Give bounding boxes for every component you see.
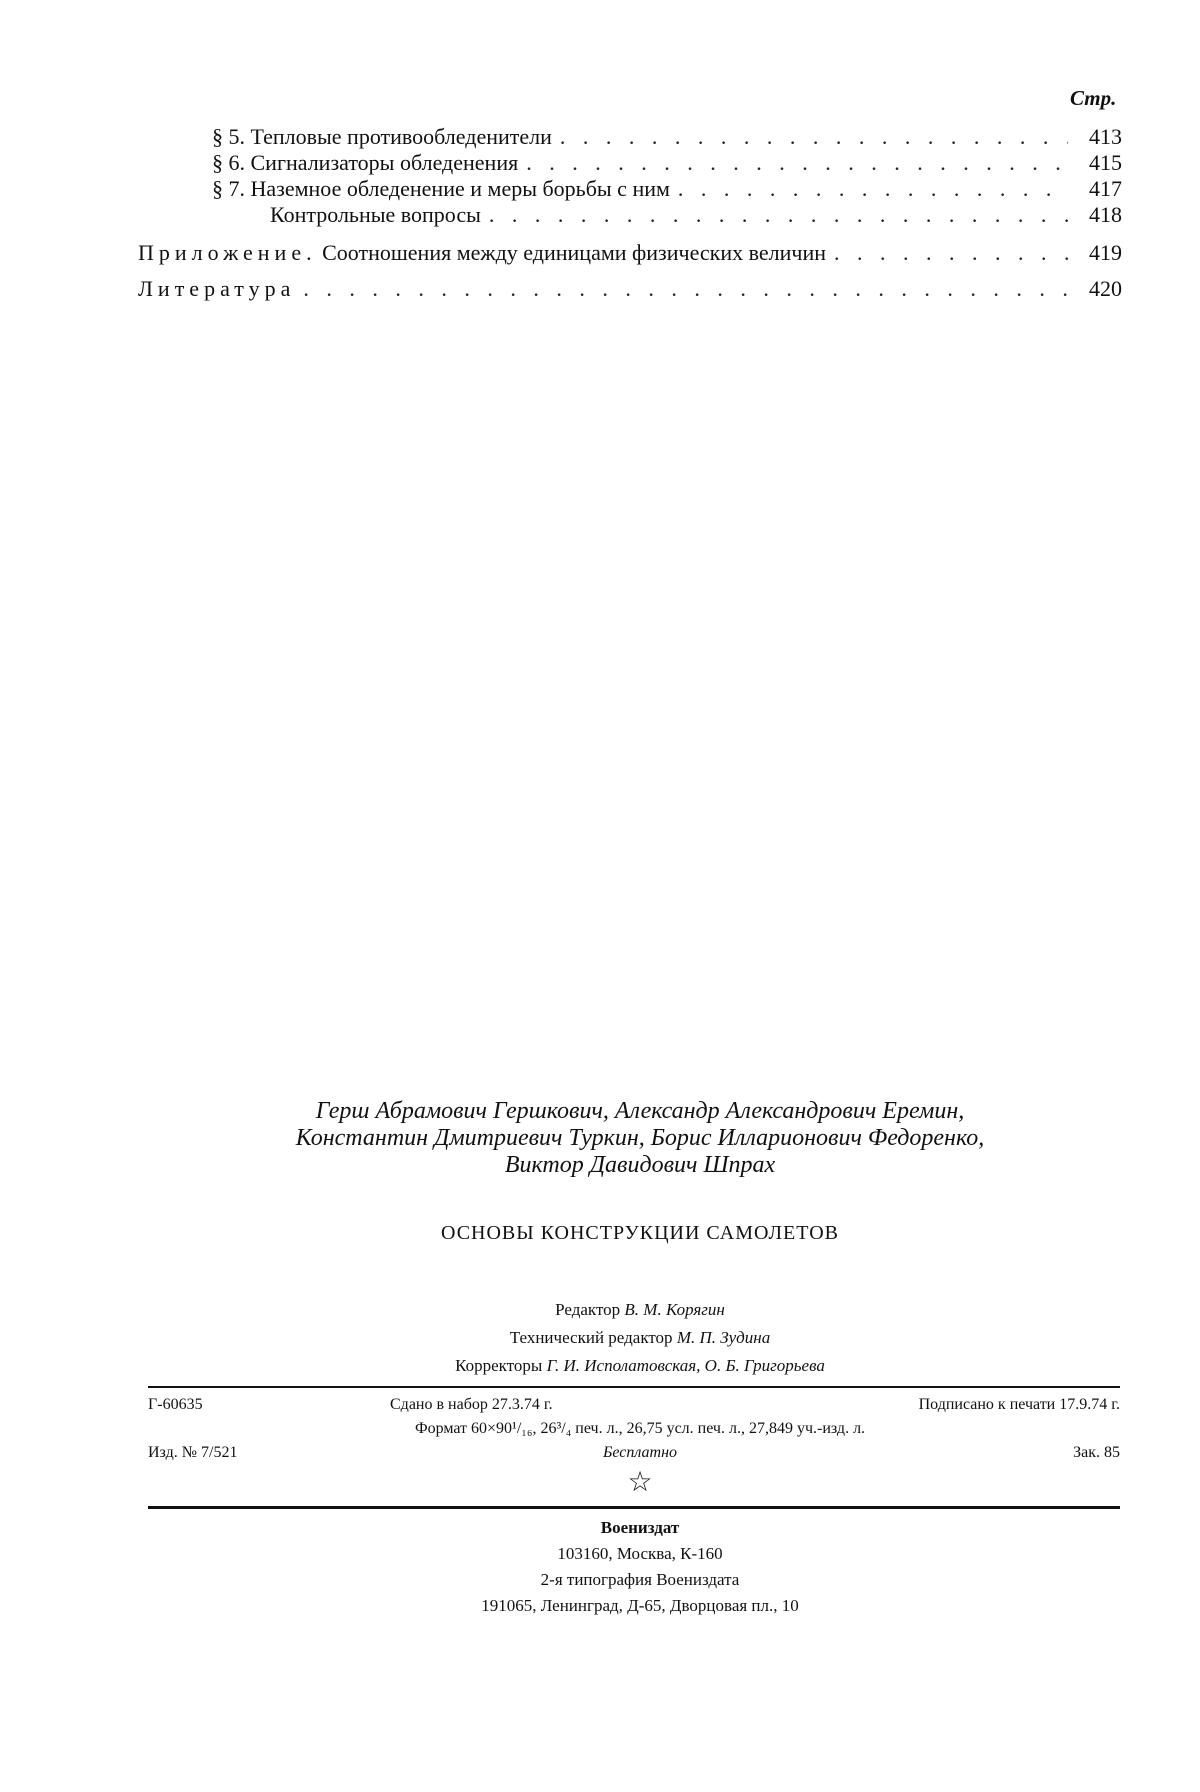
leader-dots (834, 240, 1068, 266)
imprint-signed: Подписано к печати 17.9.74 г. (918, 1396, 1120, 1413)
literature-label: Литература (138, 276, 296, 301)
imprint-top-rule (148, 1386, 1120, 1388)
toc-entry-page: 419 (1089, 240, 1122, 265)
toc-entry-label: § 5. Тепловые противообледенители (212, 124, 552, 149)
appendix-prefix: Приложение. (138, 240, 317, 265)
proofreaders-credit (150, 1356, 1130, 1376)
toc-entry-page: 417 (1089, 176, 1122, 201)
imprint-price: Бесплатно (602, 1444, 678, 1461)
tech-editor-credit (150, 1328, 1130, 1348)
publisher-address: 103160, Москва, К-160 (557, 1544, 723, 1563)
author-line: Виктор Давидович Шпрах (504, 1152, 776, 1178)
imprint-code: Г-60635 (148, 1396, 203, 1413)
appendix-label: Соотношения между единицами физических величин (322, 240, 827, 265)
toc-entry-page: 413 (1089, 124, 1122, 149)
toc-entry (270, 202, 1122, 228)
toc-entry-label: § 7. Наземное обледенение и меры борьбы с ним (212, 176, 670, 201)
leader-dots (489, 202, 1068, 228)
toc-entry (212, 150, 1122, 176)
imprint-format: Формат 60×90¹/₁₆, 26³/₄ печ. л., 26,75 усл. печ. л., 27,849 уч.-изд. л. (414, 1420, 866, 1437)
toc-literature (138, 276, 1122, 302)
leader-dots (526, 150, 1068, 176)
toc-entry-label: § 6. Сигнализаторы обледенения (212, 150, 519, 175)
toc-appendix (138, 240, 1122, 266)
editor-role: Редактор (555, 1300, 621, 1319)
printer-name: 2-я типография Воениздата (540, 1570, 740, 1589)
publisher-name: Воениздат (600, 1518, 680, 1537)
toc-entry-page: 420 (1089, 276, 1122, 301)
tech-editor-name: М. П. Зудина (676, 1328, 771, 1347)
toc-entry-page: 415 (1089, 150, 1122, 175)
proofreaders-role: Корректоры (455, 1356, 543, 1375)
imprint-bottom-rule (148, 1506, 1120, 1509)
toc-entry (212, 176, 1122, 202)
proofreaders-names: Г. И. Исполатовская, О. Б. Григорьева (546, 1356, 825, 1375)
book-title: ОСНОВЫ КОНСТРУКЦИИ САМОЛЕТОВ (441, 1222, 839, 1244)
imprint-edition-number: Изд. № 7/521 (148, 1444, 238, 1461)
toc-entry-page: 418 (1089, 202, 1122, 227)
leader-dots (560, 124, 1068, 150)
imprint-order: Зак. 85 (1073, 1444, 1120, 1461)
printer-address: 191065, Ленинград, Д-65, Дворцовая пл., 10 (481, 1596, 799, 1615)
leader-dots (303, 276, 1068, 302)
toc-entry (212, 124, 1122, 150)
authors (150, 1098, 1130, 1179)
editor-credit (150, 1300, 1130, 1320)
page-column-header: Стр. (1070, 86, 1117, 110)
author-line: Герш Абрамович Гершкович, Александр Александрович Еремин, (315, 1098, 965, 1124)
author-line: Константин Дмитриевич Туркин, Борис Илларионович Федоренко, (295, 1125, 985, 1151)
imprint-submitted: Сдано в набор 27.3.74 г. (390, 1396, 553, 1413)
editor-name: В. М. Корягин (624, 1300, 725, 1319)
star-icon: ☆ (627, 1467, 653, 1498)
tech-editor-role: Технический редактор (509, 1328, 673, 1347)
toc-entry-label: Контрольные вопросы (270, 202, 481, 227)
leader-dots (678, 176, 1068, 202)
